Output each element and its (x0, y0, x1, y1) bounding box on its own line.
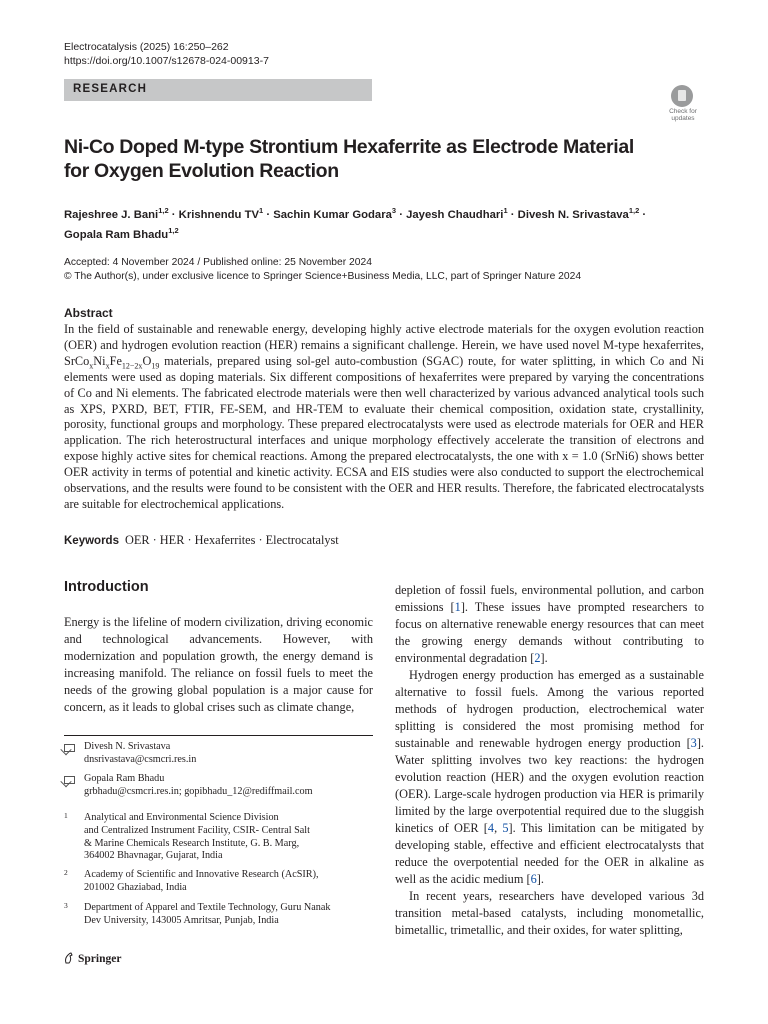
title-line-1: Ni-Co Doped M-type Strontium Hexaferrite as Electrode Material (64, 136, 634, 158)
citation-link[interactable]: 3 (690, 736, 697, 750)
affiliation-number: 2 (64, 868, 68, 877)
right-column-text (395, 582, 704, 939)
author-name[interactable]: Gopala Ram Bhadu (64, 228, 169, 241)
affiliation-1: Analytical and Environmental Science Division and Centralized Instrument Facility, CSIR- Central Salt & Marine Chemicals Research Institute, G. B. Marg, 364002 Bhavnagar, Gujarat, India (84, 812, 310, 862)
springer-horse-icon (64, 952, 74, 964)
corresponding-email[interactable]: grbhadu@csmcri.res.in; gopibhadu_12@rediffmail.com (84, 785, 313, 797)
citation-link[interactable]: 5 (502, 821, 509, 835)
copyright-line: © The Author(s), under exclusive licence to Springer Science+Business Media, LLC, part of Springer Nature 2024 (64, 271, 582, 282)
corresponding-author-1 (84, 741, 196, 767)
citation-link[interactable]: 1 (454, 600, 461, 614)
envelope-icon (64, 776, 75, 784)
doi-link[interactable]: https://doi.org/10.1007/s12678-024-00913-7 (64, 55, 269, 67)
author-affiliation: 1 (259, 206, 264, 215)
author-name[interactable]: Sachin Kumar Godara (273, 208, 392, 221)
title-line-2: for Oxygen Evolution Reaction (64, 160, 339, 182)
corresponding-author-2 (84, 773, 313, 799)
check-for-updates-badge[interactable] (664, 83, 702, 125)
check-updates-label: Check for updates (669, 108, 697, 122)
corresponding-email[interactable]: dnsrivastava@csmcri.res.in (84, 753, 197, 765)
citation-link[interactable]: 4 (487, 821, 495, 835)
envelope-icon (64, 744, 75, 752)
introduction-heading: Introduction (64, 579, 149, 595)
author-affiliation: 1,2 (168, 225, 179, 235)
article-title (64, 135, 684, 183)
keywords (64, 533, 339, 549)
bookmark-icon (671, 85, 693, 107)
right-paragraph-2: Hydrogen energy production has emerged as a sustainable alternative to fossil fuels. Among the various reported methods of hydrogen production, electrochemical water splitting is considered the most promising method for sustainable and renewable hydrogen energy production [3]. Water splitting involves two key reactions: the hydrogen evolution reaction (HER) and the oxygen evolution reaction (OER). Large-scale hydrogen production via HER is primarily limited by the large overpotential required due to the sluggish kinetics of OER [4, 5]. This limitation can be mitigated by developing stable, effective and efficient electrocatalysts that reduce the overpotential needed for the OER in alkaline as well as the acidic medium [6]. (395, 668, 704, 886)
publication-info (64, 256, 704, 284)
keywords-list: OER · HER · Hexaferrites · Electrocatalyst (124, 533, 339, 547)
author-affiliation: 1 (503, 206, 508, 215)
abstract-text: In the field of sustainable and renewable energy, developing highly active electrode materials for the oxygen evolution reaction (OER) and hydrogen evolution reaction (HER) remains a significant challenge. Herein, we have used novel M-type hexaferrites, $SrCo_xNi_xFe_{12-2x}O_{19}$ materials, prepared using sol-gel auto-combustion (SGAC) route, for water splitting, in which Co and Ni elements were used as doping materials. Six different compositions of hexaferrites were prepared by varying the concentrations of Co and Ni elements. The fabricated electrode materials were then well characterized by various advanced analytical tools such as XPS, PXRD, BET, FTIR, FE-SEM, and HR-TEM to evaluate their chemical composition, oxidation state, crystallinity, porosity, functional groups and morphology. These prepared electrocatalysts were used as electrode materials for OER and HER application. The rich heterostructural interfaces and unique morphology effectively accelerate the transition of electrons and expose highly active sites for chemical reactions. Among the prepared electrocatalysts, the one with x = 1.0 (SrNi6) shows better OER activity in terms of potential and kinetic activity. ECSA and EIS studies were also conducted to support the electrochemical observations, and the results were found to be consistent with the OER and HER results. Therefore, the fabricated electrocatalysts are suitable for electrochemical applications. (64, 322, 704, 511)
citation-link[interactable]: 6 (530, 872, 537, 886)
citation-link[interactable]: 2 (534, 651, 541, 665)
corresponding-name: Gopala Ram Bhadu (84, 773, 165, 784)
intro-paragraph-1: Energy is the lifeline of modern civilization, driving economic and technological advancements. However, with modernization and population growth, the energy demand is increasing manifold. The reliance on fossil fuels to meet the needs of the growing global population is a major cause for concern, as it leads to global crises such as climate change, (64, 615, 373, 714)
publication-dates: Accepted: 4 November 2024 / Published online: 25 November 2024 (64, 257, 372, 268)
journal-header (64, 40, 269, 68)
corresponding-name: Divesh N. Srivastava (84, 741, 171, 752)
section-label: RESEARCH (73, 83, 148, 95)
author-affiliation: 3 (391, 206, 397, 215)
affiliation-number: 1 (64, 811, 68, 820)
author-list: Rajeshree J. Bani$^{1,2}$ · Krishnendu $TV^1$ · Sachin Kumar Godara$^3$ · Jayesh Chaudhari$^1$ · Divesh N. Srivastava$^{1,2}$ · Gopala Ram Bhadu$^{1,2}$ (64, 206, 647, 241)
author-affiliation: 1,2 (628, 206, 640, 215)
affiliation-number: 3 (64, 901, 68, 910)
footnote-divider (64, 735, 373, 736)
journal-citation: Electrocatalysis (2025) 16:250–262 (64, 41, 229, 53)
keywords-label: Keywords (64, 535, 119, 547)
author-name[interactable]: Rajeshree J. Bani (64, 208, 159, 221)
author-name[interactable]: Jayesh Chaudhari (406, 208, 504, 221)
left-column-text (64, 614, 373, 716)
affiliation-3: Department of Apparel and Textile Technology, Guru Nanak Dev University, 143005 Amritsar, Punjab, India (84, 902, 331, 926)
right-paragraph-3: In recent years, researchers have developed various 3d transition metal-based catalysts, including monometallic, bimetallic, trimetallic, and their oxides, for water splitting, (395, 889, 704, 937)
publisher-name: Springer (78, 953, 122, 965)
author-affiliation: 1,2 (158, 206, 169, 215)
author-name[interactable]: Divesh N. Srivastava (517, 208, 629, 221)
affiliation-2: Academy of Scientific and Innovative Research (AcSIR), 201002 Ghaziabad, India (84, 869, 319, 893)
abstract-heading: Abstract (64, 306, 113, 320)
right-paragraph-1: depletion of fossil fuels, environmental pollution, and carbon emissions [1]. These issues have prompted researchers to focus on alternative renewable energy resources that can meet the growing energy demands without contributing to environmental degradation [2]. (395, 583, 704, 665)
publisher-logo (64, 952, 121, 965)
author-name[interactable]: Krishnendu TV (178, 208, 260, 221)
